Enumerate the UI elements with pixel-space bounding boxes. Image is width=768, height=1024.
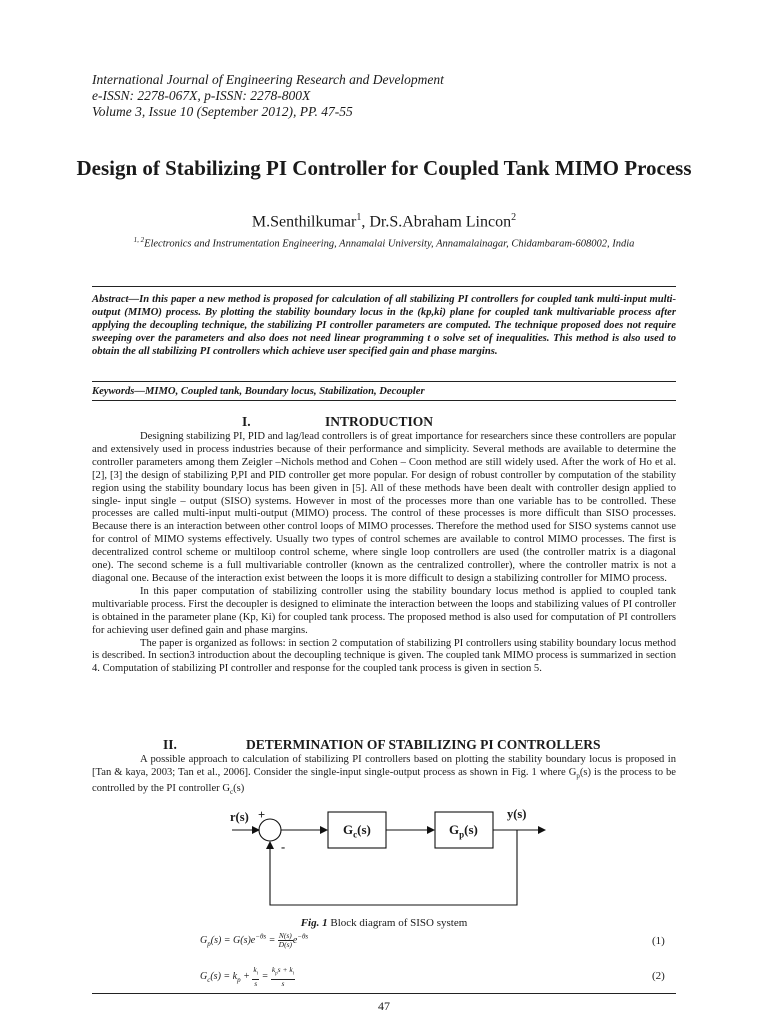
equation-2: $G_c(s) = k_p$ + $\frac{k_i}{s}$ = $\frac{k_ps + k_i}{s}$ <box>200 965 295 988</box>
footer-rule <box>92 993 676 994</box>
input-label: r(s) <box>230 810 249 824</box>
author-2-sup: 2 <box>511 212 517 223</box>
minus-sign: - <box>281 840 286 854</box>
equation-1-number: (1) <box>652 935 665 947</box>
author-separator: , <box>361 213 370 231</box>
abstract: Abstract—In this paper a new method is proposed for calculation of all stabilizing PI controllers for coupled tank multi-input multi-output (MIMO) process. By plotting the stability boundary locus in the (kp,ki) plane for coupled tank multivariable process after applying the decoupling technique, the stabilizing PI controller parameters are computed. The technique proposed does not require sweeping over the parameters and also does not need linear programming t o solve set of inequalities. This method is also used to obtain the all stabilizing PI controllers which achieve user specified gain and phase margins. <box>92 294 676 358</box>
journal-name: International Journal of Engineering Research and Development <box>92 72 444 87</box>
volume-line: Volume 3, Issue 10 (September 2012), PP. 47-55 <box>92 104 353 119</box>
intro-paragraph-3: The paper is organized as follows: in section 2 computation of stabilizing PI controllers using stability boundary locus method is described. In section3 introduction about the decoupling technique is given. The coupled tank MIMO process is summarized in section 4. Computation of stabilizing PI controller and response for the coupled tank process is given in section 5. <box>92 637 676 675</box>
equation-2-number: (2) <box>652 970 665 982</box>
issn-line: e-ISSN: 2278-067X, p-ISSN: 2278-800X <box>92 88 311 103</box>
equation-1: $G_p(s) = G(s)e^{-\theta s}$ = $\frac{N(s)}{D(s)}$ $e^{-\theta s}$ <box>200 931 309 949</box>
section-1-number: I. <box>242 414 251 429</box>
keywords: Keywords—MIMO, Coupled tank, Boundary locus, Stabilization, Decoupler <box>92 386 425 397</box>
author-1-sup: 1 <box>356 212 362 223</box>
affiliation-text: Electronics and Instrumentation Engineering, Annamalai University, Annamalainagar, Chidambaram-608002, India <box>144 238 635 250</box>
author-2: Dr.S.Abraham Lincon <box>369 213 512 231</box>
page-number: 47 <box>378 999 390 1013</box>
intro-paragraph-2: In this paper computation of stabilizing controller using the stability boundary locus method is applied to coupled tank multivariable process. First the decoupler is designed to eliminate the interaction between the loops and stabilizing values of PI controller is obtained in the parameter plane (Kp, Ki) for coupled tank process. The proposed method is also used for computation of PI controllers for achieving user defined gain and phase margins. <box>92 585 676 636</box>
section-2-number: II. <box>163 737 177 752</box>
figure-caption-text: Block diagram of SISO system <box>327 917 468 929</box>
plus-sign: + <box>258 808 266 822</box>
intro-paragraph-1: Designing stabilizing PI, PID and lag/lead controllers is of great importance for researchers since these controllers are popular and extensively used in process industries because of their performance and simplicity. Several methods are available to determine the controller parameters among them Zeigler –Nichols method and Cohen – Coon method are still widely used. After the work of Ho et al. [2], [3] the design of stabilizing P,PI and PID controller get more popular. For design of robust controller by computation of the stability region using the stability boundary locus has been given in [5]. All of these methods have been dealt with controller design applied to single- input single – output (SISO) systems. However in most of the processes more than one variable has to be controlled. These processes are called multi-input multi-output (MIMO) process. The control of these processes is more difficult than SISO processes. Because there is an interaction between other control loops of MIMO processes. Therefore the method used for SISO systems cannot use for control of MIMO systems effectively. Usually two types of control schemes are available to control MIMO processes. The first is decentralized control scheme or multiloop control scheme, where single loop controllers are used (the controller matrix is a diagonal one). The second scheme is a full multivariable controller (known as the centralized controller), where the controller matrix is not a diagonal one. Because of the interaction exist between the loops it is more difficult to design a stabilizing controller for MIMO process. <box>92 431 676 584</box>
author-1: M.Senthilkumar <box>251 213 357 231</box>
figure-label: Fig. 1 <box>300 917 328 929</box>
section-2-paragraph: A possible approach to calculation of stabilizing PI controllers based on plotting the stability boundary locus is proposed in [Tan & kaya, 2003; Tan et al., 2006]. Consider the single-input single-output process as shown in Fig. 1 where $G_p(s)$ is the process to be controlled by the PI controller $G_c(s)$ <box>92 754 676 797</box>
section-2-title: DETERMINATION OF STABILIZING PI CONTROLLERS <box>246 737 601 752</box>
affiliation-sup: 1, 2 <box>133 236 145 244</box>
process-block-label: $G_p(s)$ <box>449 822 478 840</box>
output-label: y(s) <box>507 807 527 821</box>
feedback-path <box>270 830 517 905</box>
figure-caption <box>0 917 768 929</box>
feedback-arrowhead <box>266 841 274 849</box>
section-1-title: INTRODUCTION <box>325 414 434 429</box>
controller-block-label: $G_c(s)$ <box>343 822 371 840</box>
paper-title: Design of Stabilizing PI Controller for Coupled Tank MIMO Process <box>76 156 692 180</box>
